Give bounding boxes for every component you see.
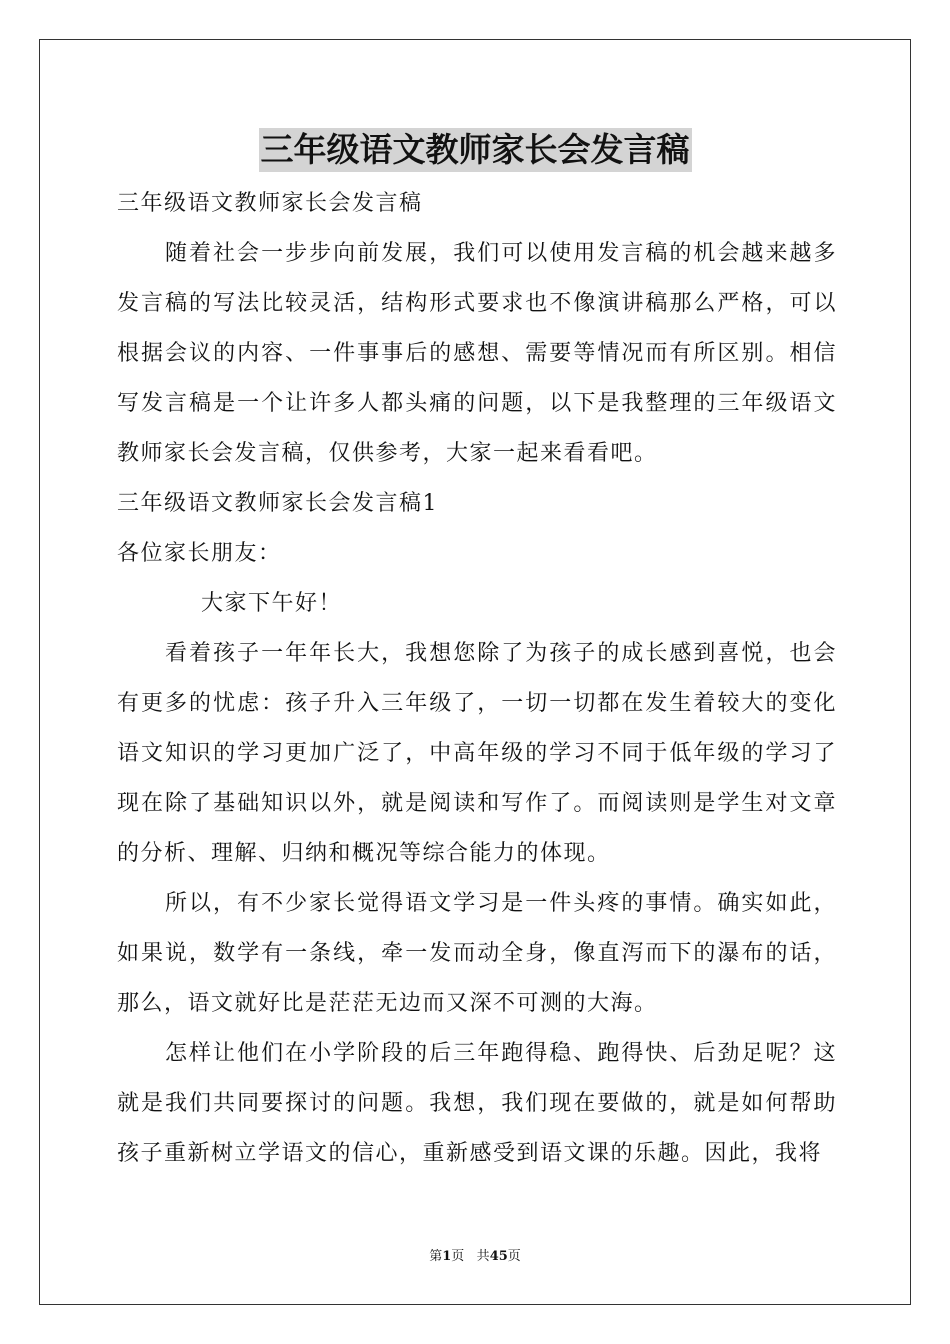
paragraph-body-1: 看着孩子一年年长大，我想您除了为孩子的成长感到喜悦，也会有更多的忧虑：孩子升入三年级了，一切一切都在发生着较大的变化语文知识的学习更加广泛了，中高年级的学习不同于低年级的学习了现在除了基础知识以外，就是阅读和写作了。而阅读则是学生对文章的分析、理解、归纳和概况等综合能力的体现。 bbox=[117, 641, 837, 866]
document-body bbox=[117, 179, 837, 1179]
page-footer bbox=[0, 1247, 950, 1267]
paragraph-intro: 随着社会一步步向前发展，我们可以使用发言稿的机会越来越多发言稿的写法比较灵活，结构形式要求也不像演讲稿那么严格，可以根据会议的内容、一件事事后的感想、需要等情况而有所区别。相信写发言稿是一个让许多人都头痛的问题，以下是我整理的三年级语文教师家长会发言稿，仅供参考，大家一起来看看吧。 bbox=[117, 241, 837, 466]
paragraph-body-2: 所以，有不少家长觉得语文学习是一件头疼的事情。确实如此，如果说，数学有一条线，牵一发而动全身，像直泻而下的瀑布的话，那么，语文就好比是茫茫无边而又深不可测的大海。 bbox=[117, 891, 837, 1016]
footer-page-suffix: 页 bbox=[451, 1249, 465, 1264]
footer-page-prefix: 第 bbox=[429, 1249, 443, 1264]
greeting: 大家下午好！ bbox=[201, 591, 343, 616]
footer-total-suffix: 页 bbox=[507, 1249, 521, 1264]
paragraph-subtitle: 三年级语文教师家长会发言稿 bbox=[117, 191, 423, 216]
title-container bbox=[0, 128, 950, 172]
footer-total-pages: 45 bbox=[489, 1249, 508, 1264]
document-title: 三年级语文教师家长会发言稿 bbox=[259, 128, 692, 172]
footer-total-prefix: 共 bbox=[476, 1249, 490, 1264]
footer-page-number: 1 bbox=[442, 1249, 452, 1264]
section-heading: 三年级语文教师家长会发言稿1 bbox=[117, 491, 438, 516]
salutation: 各位家长朋友： bbox=[117, 541, 282, 566]
paragraph-body-3: 怎样让他们在小学阶段的后三年跑得稳、跑得快、后劲足呢？这就是我们共同要探讨的问题。我想，我们现在要做的，就是如何帮助孩子重新树立学语文的信心，重新感受到语文课的乐趣。因此，我将 bbox=[117, 1041, 837, 1166]
